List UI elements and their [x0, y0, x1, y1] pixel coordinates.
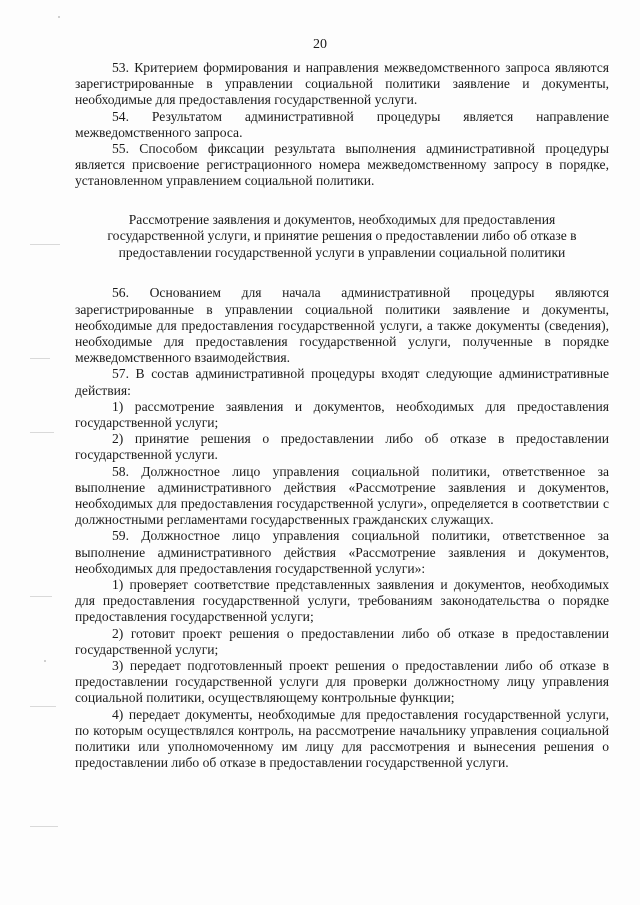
section-heading: Рассмотрение заявления и документов, необходимых для предоставления государственной услуги, и принятие решения о предоставлении либо об отказе в предоставлении государственной услуги в управлении социальной политики — [107, 211, 577, 260]
scan-artifact — [44, 660, 46, 662]
scan-artifact — [30, 826, 58, 827]
list-item-59-4: 4) передает документы, необходимые для предоставления государственной услуги, по которым осуществлялся контроль, на рассмотрение начальнику управления социальной политики или уполномоченному им лицу для рассмотрения и вынесения решения о предоставлении либо об отказе в предоставлении государственной услуги. — [75, 706, 609, 771]
scan-artifact — [30, 706, 56, 707]
paragraph-58: 58. Должностное лицо управления социальной политики, ответственное за выполнение административного действия «Рассмотрение заявления и документов, необходимых для предоставления государственной услуги», определяется в соответствии с должностными регламентами государственных гражданских служащих. — [75, 463, 609, 528]
scan-artifact — [58, 16, 60, 18]
scan-artifact — [30, 432, 54, 433]
list-item-59-1: 1) проверяет соответствие представленных заявления и документов, необходимых для предоставления государственной услуги, требованиям законодательства о порядке предоставления государственной услуги; — [75, 577, 609, 625]
page-number: 20 — [313, 37, 327, 52]
document-body — [75, 60, 609, 772]
list-item-57-1: 1) рассмотрение заявления и документов, необходимых для предоставления государственной услуги; — [75, 398, 609, 431]
list-item-57-2: 2) принятие решения о предоставлении либо об отказе в предоставлении государственной услуги. — [75, 431, 609, 463]
paragraph-53: 53. Критерием формирования и направления межведомственного запроса являются зарегистрированные в управлении социальной политики заявление и документы, необходимые для предоставления государственной услуги. — [75, 60, 609, 108]
list-item-59-2: 2) готовит проект решения о предоставлении либо об отказе в предоставлении государственной услуги; — [75, 625, 609, 657]
scan-artifact — [30, 596, 52, 597]
scan-artifact — [30, 244, 60, 245]
paragraph-56: 56. Основанием для начала административной процедуры являются зарегистрированные в управлении социальной политики заявление и документы, необходимые для предоставления государственной услуги, а также документы (сведения), необходимые для предоставления государственной услуги, полученные в порядке межведомственного взаимодействия. — [75, 285, 609, 366]
paragraph-57: 57. В состав административной процедуры входят следующие административные действия: — [75, 366, 609, 398]
paragraph-54: 54. Результатом административной процедуры является направление межведомственного запроса. — [75, 108, 609, 140]
paragraph-59: 59. Должностное лицо управления социальной политики, ответственное за выполнение административного действия «Рассмотрение заявления и документов, необходимых для предоставления государственной услуги»: — [75, 528, 609, 576]
paragraph-55: 55. Способом фиксации результата выполнения административной процедуры является присвоение регистрационного номера межведомственному запросу в порядке, установленном управлением социальной политики. — [75, 141, 609, 189]
scan-artifact — [30, 358, 50, 359]
list-item-59-3: 3) передает подготовленный проект решения о предоставлении либо об отказе в предоставлении государственной услуги для проверки должностному лицу управления социальной политики, осуществляющему контрольные функции; — [75, 658, 609, 706]
